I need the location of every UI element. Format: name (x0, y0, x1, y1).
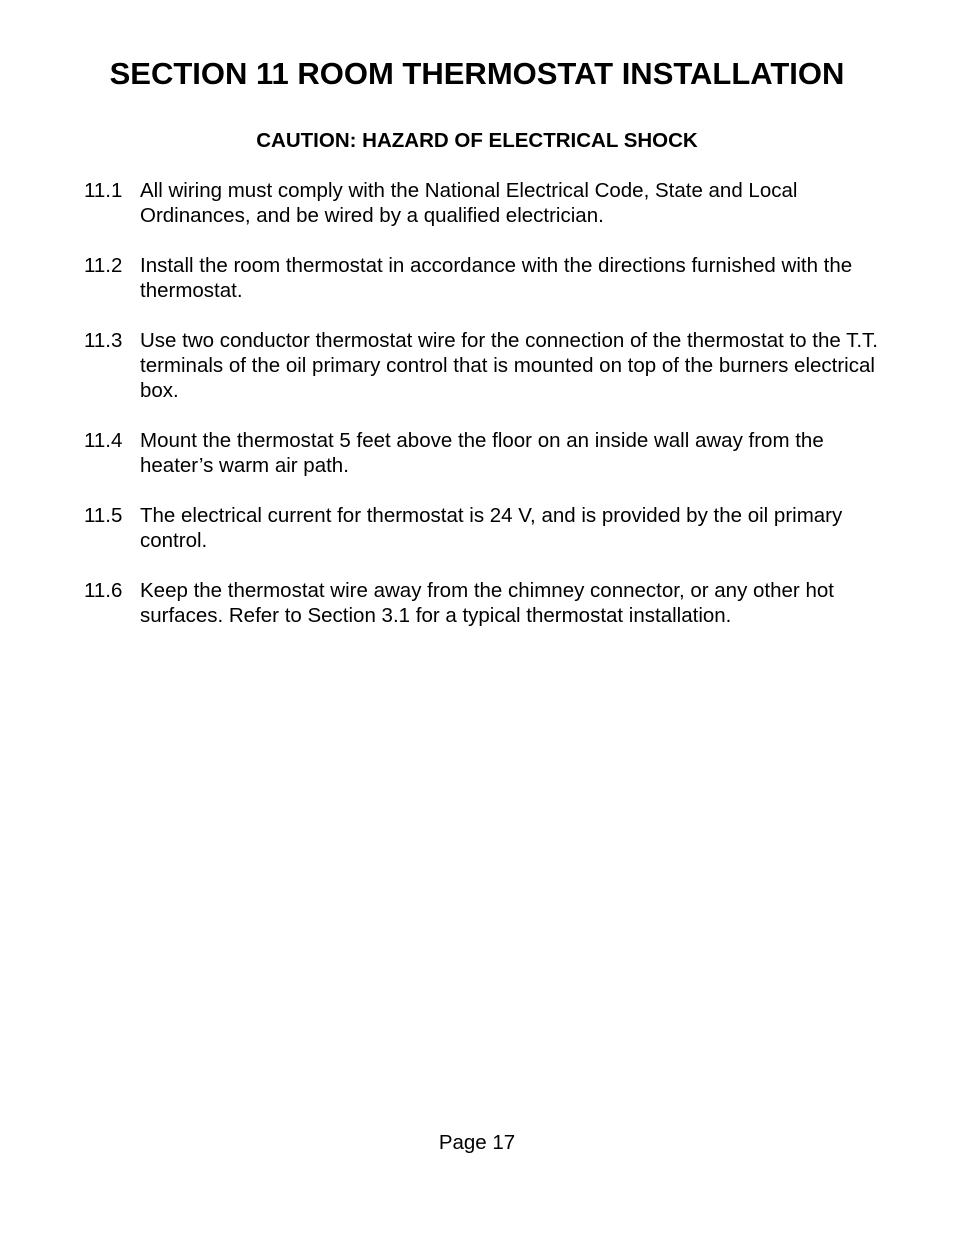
instruction-item (84, 428, 884, 478)
caution-heading: CAUTION: HAZARD OF ELECTRICAL SHOCK (256, 129, 698, 152)
instruction-text: Use two conductor thermostat wire for the connection of the thermostat to the T.T. terminals of the oil primary control that is mounted on top of the burners electrical box. (140, 329, 878, 402)
instruction-number: 11.6 (84, 579, 123, 602)
instruction-item (84, 328, 884, 403)
instruction-item (84, 578, 884, 628)
instruction-text: All wiring must comply with the National Electrical Code, State and Local Ordinances, and be wired by a qualified electrician. (140, 179, 798, 227)
instruction-list (84, 178, 884, 653)
instruction-item (84, 503, 884, 553)
instruction-text: Keep the thermostat wire away from the chimney connector, or any other hot surfaces. Refer to Section 3.1 for a typical thermostat installation. (140, 579, 834, 627)
instruction-text: Mount the thermostat 5 feet above the floor on an inside wall away from the heater’s warm air path. (140, 429, 824, 477)
instruction-item (84, 253, 884, 303)
instruction-text: The electrical current for thermostat is 24 V, and is provided by the oil primary control. (140, 504, 843, 552)
instruction-number: 11.1 (84, 179, 123, 202)
page-title: SECTION 11 ROOM THERMOSTAT INSTALLATION (109, 56, 845, 91)
instruction-number: 11.4 (84, 429, 123, 452)
instruction-number: 11.5 (84, 504, 123, 527)
instruction-number: 11.2 (84, 254, 123, 277)
instruction-number: 11.3 (84, 329, 123, 352)
instruction-item (84, 178, 884, 228)
page-number: Page 17 (438, 1131, 516, 1154)
instruction-text: Install the room thermostat in accordance with the directions furnished with the thermostat. (140, 254, 853, 302)
